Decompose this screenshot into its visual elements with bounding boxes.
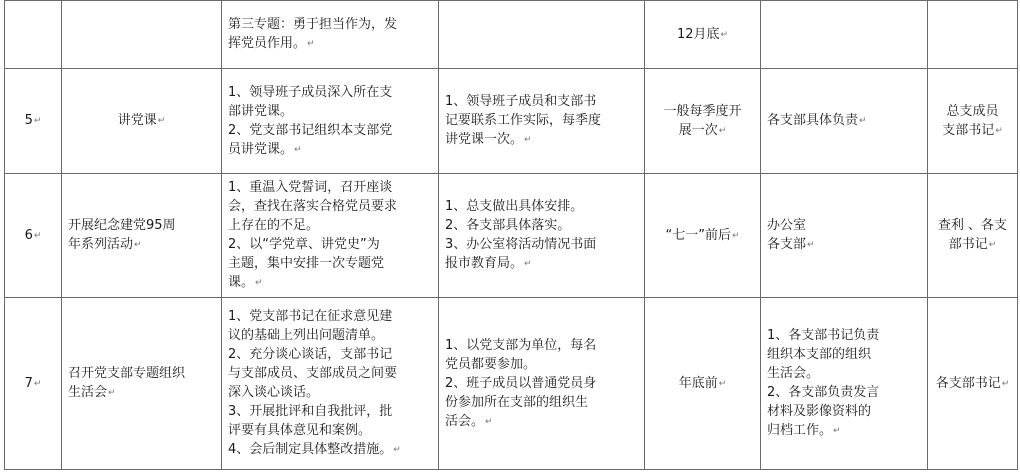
cell-time	[645, 1, 761, 69]
cell-line: 3、开展批评和自我批评，批	[228, 404, 393, 419]
cell-line: 2、以“学党章、讲党史”为	[228, 237, 380, 252]
cell-content	[222, 1, 439, 69]
cell-item	[62, 69, 222, 174]
cell-dept	[761, 69, 928, 174]
cell-item	[62, 174, 222, 298]
cell-line: 部书记↵	[948, 237, 997, 252]
paragraph-mark-icon: ↵	[995, 125, 1003, 136]
paragraph-mark-icon: ↵	[859, 116, 867, 126]
paragraph-mark-icon: ↵	[807, 240, 815, 250]
paragraph-mark-icon: ↵	[720, 29, 729, 40]
cell-dept	[761, 174, 928, 298]
cell-line: 挥党员作用。↵	[228, 36, 315, 51]
cell-time	[645, 298, 761, 470]
cell-line: 记要联系工作实际，每季度	[445, 113, 602, 128]
cell-method	[439, 1, 645, 69]
cell-method	[439, 174, 645, 298]
cell-line: 评要有具体意见和案例。	[228, 423, 372, 438]
cell-line: 2、充分谈心谈话，支部书记	[228, 347, 393, 362]
cell-line: 召开党支部专题组织	[68, 366, 186, 381]
plan-table	[4, 0, 1018, 470]
cell-line: 归档工作。↵	[767, 423, 841, 438]
cell-no	[5, 174, 62, 298]
cell-line: 1、总支做出具体安排。	[445, 199, 584, 214]
paragraph-mark-icon: ↵	[255, 278, 263, 288]
paragraph-mark-icon: ↵	[294, 144, 302, 155]
cell-line: 党员都要参加。	[445, 356, 537, 372]
cell-no	[5, 1, 62, 69]
cell-line: 组织本支部的组织	[767, 347, 872, 362]
cell-resp	[928, 69, 1018, 174]
paragraph-mark-icon: ↵	[718, 378, 727, 389]
cell-line: 深入谈心谈话。	[228, 385, 320, 400]
cell-line: 报市教育局。↵	[445, 256, 532, 271]
paragraph-mark-icon: ↵	[157, 116, 166, 126]
cell-line: 课。↵	[228, 275, 263, 290]
cell-line: 1、重温入党誓词，召开座谈	[228, 180, 393, 195]
table-row	[5, 69, 1018, 174]
cell-line: 办公室	[767, 218, 807, 233]
cell-line: 各支部具体负责↵	[767, 113, 867, 128]
table-row	[5, 1, 1018, 69]
paragraph-mark-icon: ↵	[307, 39, 315, 49]
cell-line: 开展纪念建党95周	[68, 218, 176, 233]
paragraph-mark-icon: ↵	[33, 116, 42, 126]
cell-method	[439, 69, 645, 174]
paragraph-mark-icon: ↵	[393, 445, 401, 455]
cell-line: 展一次↵	[678, 122, 727, 138]
cell-line: 一般每季度开	[663, 103, 742, 119]
cell-line: 讲党课↵	[117, 113, 166, 128]
paragraph-mark-icon: ↵	[524, 135, 532, 145]
cell-dept	[761, 298, 928, 470]
paragraph-mark-icon: ↵	[1001, 378, 1010, 389]
cell-resp	[928, 298, 1018, 470]
cell-line: 各支部↵	[767, 237, 815, 252]
cell-dept	[761, 1, 928, 69]
table-body	[5, 1, 1018, 470]
cell-line: 份参加所在支部的组织生	[445, 394, 589, 410]
cell-line: 2、党支部书记组织本支部党	[228, 122, 393, 138]
cell-line: 1、领导班子成员和支部书	[445, 94, 597, 109]
paragraph-mark-icon: ↵	[134, 240, 142, 250]
cell-line: “七一”前后↵	[665, 227, 740, 243]
cell-line: 生活会。	[767, 366, 820, 381]
paragraph-mark-icon: ↵	[33, 378, 42, 389]
cell-time	[645, 69, 761, 174]
paragraph-mark-icon: ↵	[718, 125, 727, 136]
cell-line: 1、以党支部为单位，每名	[445, 337, 597, 353]
paragraph-mark-icon: ↵	[524, 259, 532, 269]
cell-line: 各支部书记↵	[935, 375, 1010, 391]
cell-line: 1、领导班子成员深入所在支	[228, 84, 393, 100]
cell-line: 讲党课一次。↵	[445, 132, 532, 147]
cell-line: 1、各支部书记负责	[767, 328, 880, 343]
paragraph-mark-icon: ↵	[33, 230, 42, 241]
cell-line: 1、党支部书记在征求意见建	[228, 309, 393, 324]
cell-resp	[928, 174, 1018, 298]
cell-line: 3、办公室将活动情况书面	[445, 237, 597, 252]
cell-line: 2、班子成员以普通党员身	[445, 375, 597, 391]
cell-line: 支部书记↵	[942, 122, 1003, 138]
cell-line: 年底前↵	[678, 375, 727, 391]
cell-text: 5↵	[24, 113, 42, 128]
cell-text: 6↵	[24, 227, 42, 243]
table-row	[5, 298, 1018, 470]
cell-line: 议的基础上列出问题清单。	[228, 328, 385, 343]
cell-line: 查利 、各支	[937, 218, 1008, 233]
cell-resp	[928, 1, 1018, 69]
paragraph-mark-icon: ↵	[731, 230, 740, 241]
paragraph-mark-icon: ↵	[485, 416, 493, 427]
cell-content	[222, 174, 439, 298]
paragraph-mark-icon: ↵	[108, 388, 116, 398]
cell-line: 4、会后制定具体整改措施。↵	[228, 442, 401, 457]
cell-method	[439, 298, 645, 470]
table-row	[5, 174, 1018, 298]
cell-line: 活会。↵	[445, 413, 493, 429]
cell-line: 年系列活动↵	[68, 237, 142, 252]
cell-line: 2、各支部具体落实。	[445, 218, 571, 233]
cell-no	[5, 298, 62, 470]
cell-line: 员讲党课。↵	[228, 141, 302, 157]
cell-line: 12月底↵	[676, 26, 729, 42]
cell-item	[62, 1, 222, 69]
cell-line: 总支成员	[946, 103, 999, 119]
cell-no	[5, 69, 62, 174]
cell-line: 2、各支部负责发言	[767, 385, 880, 400]
cell-line: 与支部成员、支部成员之间要	[228, 366, 398, 381]
cell-content	[222, 298, 439, 470]
cell-line: 主题，集中安排一次专题党	[228, 256, 385, 271]
cell-text: 7↵	[24, 375, 42, 391]
cell-line: 上存在的不足。	[228, 218, 320, 233]
cell-line: 生活会↵	[68, 385, 116, 400]
paragraph-mark-icon: ↵	[833, 426, 841, 436]
cell-time	[645, 174, 761, 298]
paragraph-mark-icon: ↵	[988, 240, 997, 250]
cell-line: 材料及影像资料的	[767, 404, 872, 419]
cell-line: 会，查找在落实合格党员要求	[228, 199, 398, 214]
cell-item	[62, 298, 222, 470]
cell-line: 第三专题：勇于担当作为，发	[228, 17, 398, 32]
cell-line: 部讲党课。	[228, 103, 294, 119]
cell-content	[222, 69, 439, 174]
